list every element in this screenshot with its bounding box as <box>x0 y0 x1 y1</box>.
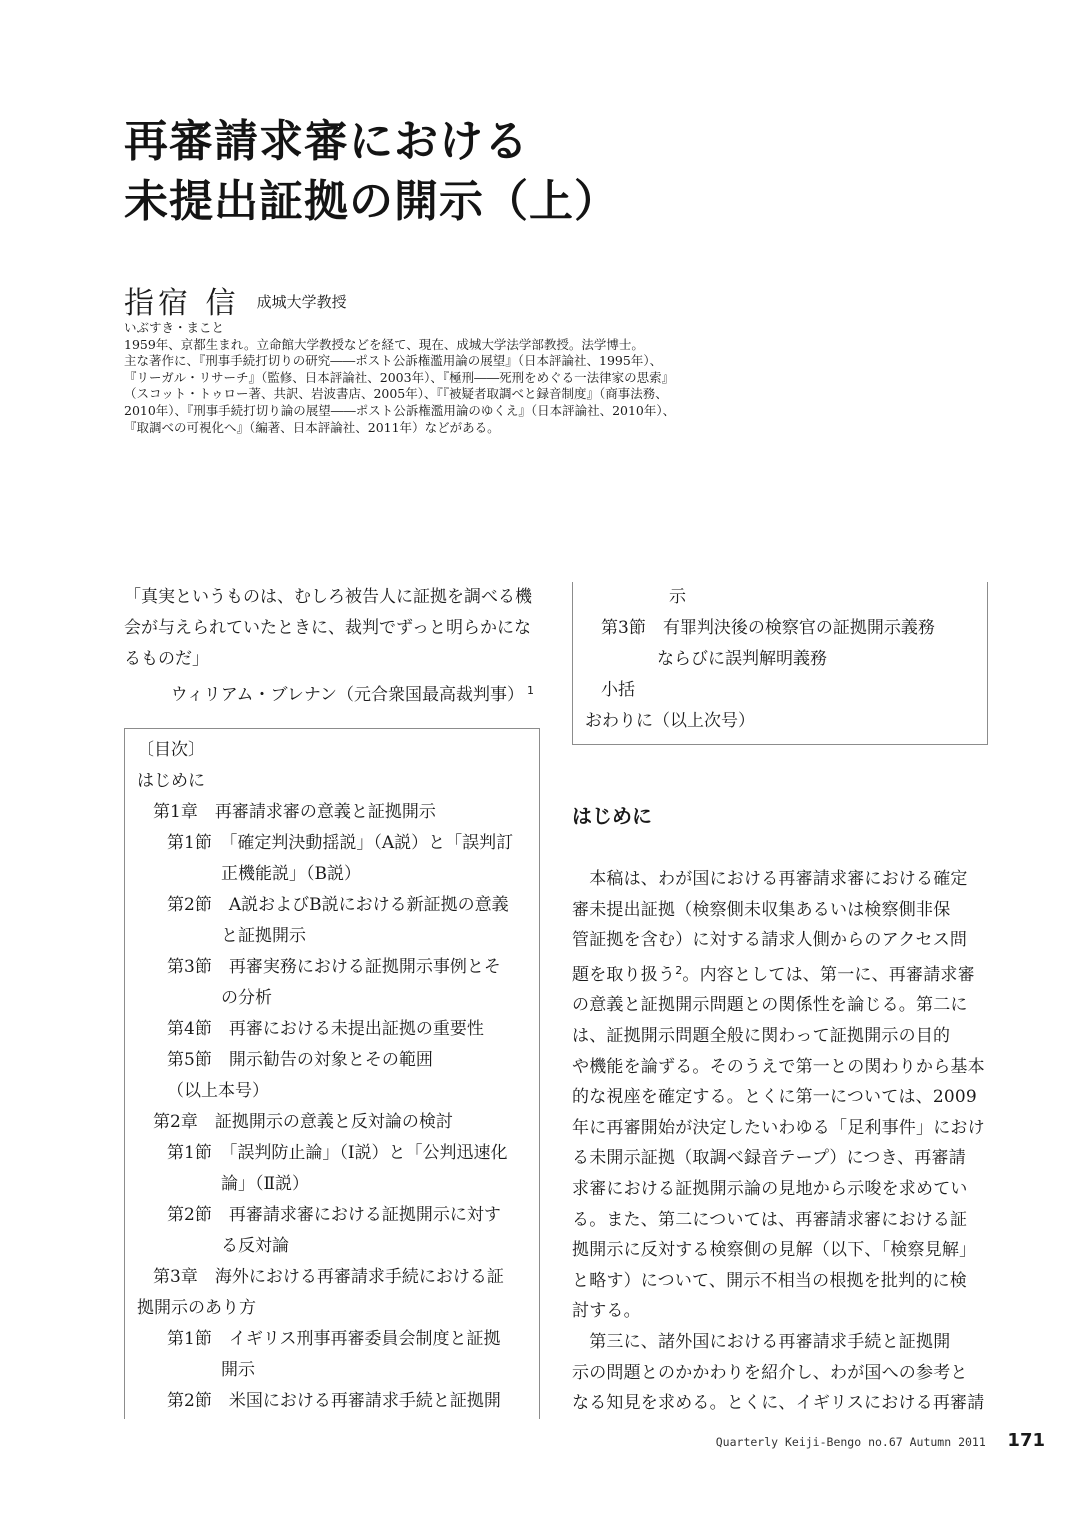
author-name: 指宿 信 <box>124 286 240 321</box>
page-number: 171 <box>1007 1430 1045 1451</box>
toc-item: 第4節 再審における未提出証拠の重要性 <box>167 1019 484 1039</box>
table-of-contents-continued <box>572 582 988 745</box>
body-line-text: 題を取り扱う <box>572 964 676 985</box>
body-line: 拠開示に反対する検察側の見解（以下、「検察見解」 <box>572 1240 977 1261</box>
toc-item: 第2節 米国における再審請求手続と証拠開 <box>167 1391 501 1411</box>
toc-item: 小括 <box>601 680 635 700</box>
bio-line: （スコット・トゥロー著、共訳、岩波書店、2005年）、『『被疑者取調べと録音制度』（商事法務、 <box>124 386 668 402</box>
body-line: 的な視座を確定する。とくに第一については、2009 <box>572 1087 977 1108</box>
attribution-text: ウィリアム・ブレナン（元合衆国最高裁判事） <box>170 685 524 705</box>
epigraph-line: るものだ」 <box>124 649 209 669</box>
author-row <box>124 278 347 322</box>
body-line: と略す）について、開示不相当の根拠を批判的に検 <box>572 1270 967 1291</box>
body-line: 第三に、諸外国における再審請求手続と証拠開 <box>572 1331 951 1352</box>
toc-item: 第1節 「誤判防止論」（Ⅰ説）と「公判迅速化 <box>167 1143 508 1163</box>
body-line: る。また、第二については、再審請求審における証 <box>572 1209 968 1230</box>
toc-item: 〔目次〕 <box>137 740 205 760</box>
body-line: なる知見を求める。とくに、イギリスにおける再審請 <box>572 1393 985 1414</box>
toc-item: 第1節 「確定判決動揺説」（A説）と「誤判訂 <box>167 833 514 853</box>
section-heading: はじめに <box>572 804 652 828</box>
body-line: る未開示証拠（取調べ録音テープ）につき、再審請 <box>572 1148 966 1169</box>
toc-item: 第1章 再審請求審の意義と証拠開示 <box>153 802 436 822</box>
body-line-text: 。内容としては、第一に、再審請求審 <box>682 964 975 985</box>
author-bio <box>124 320 724 436</box>
toc-item: 第2節 A説およびB説における新証拠の意義 <box>167 895 509 915</box>
table-of-contents <box>124 728 540 1419</box>
body-text <box>572 864 990 1419</box>
title-line-1: 再審請求審における <box>124 116 529 167</box>
toc-item: （以上本号） <box>167 1081 269 1101</box>
body-line: 管証拠を含む）に対する請求人側からのアクセス問 <box>572 930 968 951</box>
toc-item: 第5節 開示勧告の対象とその範囲 <box>167 1050 433 1070</box>
toc-item: 第2章 証拠開示の意義と反対論の検討 <box>153 1112 453 1132</box>
toc-item: おわりに（以上次号） <box>585 711 755 731</box>
epigraph-line: 会が与えられていたときに、裁判でずっと明らかにな <box>124 618 531 638</box>
journal-name: Quarterly Keiji-Bengo no.67 Autumn 2011 <box>715 1435 986 1449</box>
footnote-ref[interactable]: 1 <box>527 684 534 697</box>
body-line: や機能を論ずる。そのうえで第一との関わりから基本 <box>572 1056 985 1077</box>
toc-item: 第3節 有罪判決後の検察官の証拠開示義務 <box>601 618 935 638</box>
epigraph <box>124 582 542 711</box>
body-line: は、証拠開示問題全般に関わって証拠開示の目的 <box>572 1025 951 1046</box>
epigraph-attribution <box>124 675 542 711</box>
toc-item: 第3節 再審実務における証拠開示事例とそ <box>167 957 501 977</box>
toc-item: と証拠開示 <box>221 926 306 946</box>
toc-item: 正機能説」（B説） <box>221 864 361 884</box>
body-line: 示の問題とのかかわりを紹介し、わが国への参考と <box>572 1362 968 1383</box>
toc-item: る反対論 <box>221 1236 289 1256</box>
toc-item: の分析 <box>221 988 272 1008</box>
bio-line: 『取調べの可視化へ』（編著、日本評論社、2011年）などがある。 <box>124 419 500 435</box>
toc-item: 示 <box>669 587 686 607</box>
bio-line: 『リーガル・リサーチ』（監修、日本評論社、2003年）、『極刑――死刑をめぐる一法律家の思索』 <box>124 369 675 385</box>
toc-item: 拠開示のあり方 <box>137 1298 256 1318</box>
bio-line: いぶすき・まこと <box>124 320 225 335</box>
toc-item: はじめに <box>137 771 205 791</box>
body-line: の意義と証拠開示問題との関係性を論じる。第二に <box>572 995 968 1016</box>
epigraph-line: 「真実というものは、むしろ被告人に証拠を調べる機 <box>124 587 532 607</box>
footnote-ref[interactable]: 2 <box>675 963 683 977</box>
body-line: 討する。 <box>572 1301 641 1322</box>
body-line: 本稿は、わが国における再審請求審における確定 <box>572 869 968 889</box>
toc-item: 第3章 海外における再審請求手続における証 <box>153 1267 504 1287</box>
toc-item: 論」（Ⅱ説） <box>221 1174 310 1194</box>
body-line: 求審における証拠開示論の見地から示唆を求めてい <box>572 1178 968 1199</box>
page-footer <box>716 1430 1045 1451</box>
toc-item: 第1節 イギリス刑事再審委員会制度と証拠 <box>167 1329 501 1349</box>
author-affiliation: 成城大学教授 <box>256 293 347 311</box>
body-line: 審未提出証拠（検察側未収集あるいは検察側非保 <box>572 899 951 920</box>
toc-item: 開示 <box>221 1360 255 1380</box>
toc-item: 第2節 再審請求審における証拠開示に対す <box>167 1205 501 1225</box>
body-line <box>572 956 990 991</box>
toc-item: ならびに誤判解明義務 <box>657 649 827 669</box>
bio-line: 1959年、京都生まれ。立命館大学教授などを経て、現在、成城大学法学部教授。法学博士。 <box>124 336 644 352</box>
article-title <box>124 112 619 232</box>
body-line: 年に再審開始が決定したいわゆる「足利事件」におけ <box>572 1117 985 1138</box>
bio-line: 主な著作に、『刑事手続打切りの研究――ポスト公訴権濫用論の展望』（日本評論社、1995年）、 <box>124 353 663 369</box>
bio-line: 2010年）、『刑事手続打切り論の展望――ポスト公訴権濫用論のゆくえ』（日本評論社、2010年）、 <box>124 402 676 418</box>
title-line-2: 未提出証拠の開示（上） <box>124 176 619 227</box>
